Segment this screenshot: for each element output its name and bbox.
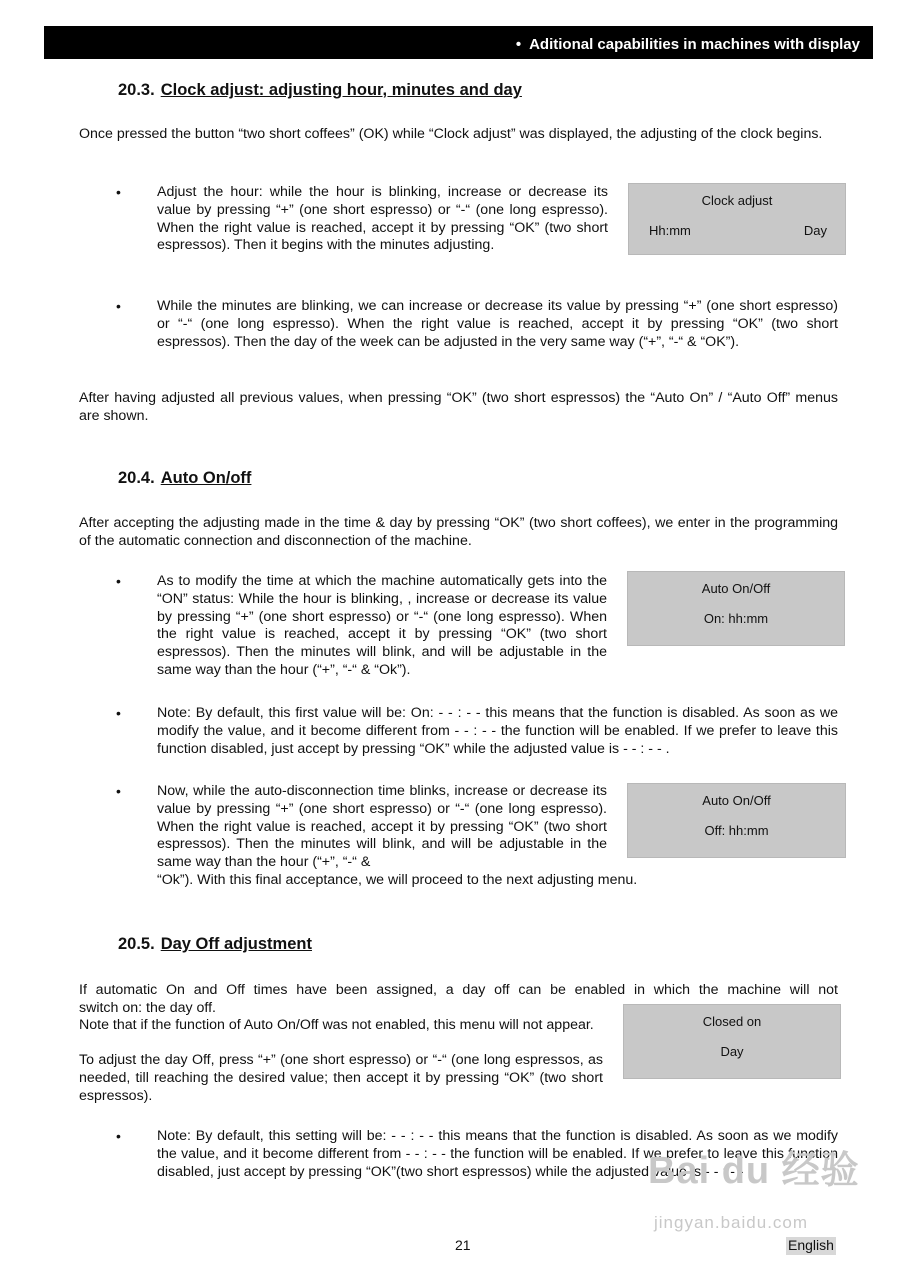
paragraph-adjust-hour: Adjust the hour: while the hour is blinking, increase or decrease its value by pressing “+” (one short espresso) or “-“ (one long espresso). When the right value is reached, accept it by pressing “OK” (two short espressos). Then it begins with the minutes adjusting. [157, 184, 608, 254]
paragraph-auto-on-note: Note: By default, this first value will be: On: - - : - - this means that the function is disabled. As soon as we modify the value, and it become different from - - : - - the function will be enabled. If we prefer to leave this function disabled, just accept by pressing “OK” while the adjusted value is - - : - - . [157, 705, 838, 757]
section-heading-20-3 [118, 82, 522, 100]
paragraph-dayoff-intro-1: If automatic On and Off times have been assigned, a day off can be enabled in which the machine will not [79, 982, 838, 998]
section-heading-20-5 [118, 936, 312, 954]
section-heading-20-4 [118, 470, 251, 488]
bullet-icon: • [116, 705, 121, 721]
paragraph-auto-off: Now, while the auto-disconnection time blinks, increase or decrease its value by pressing “+” (one short espresso) or “-“ (one long espresso). When the right value is reached, accept it by pressing “OK” (two short espressos). Then the minutes will blink, and will be adjustable in the same way than the hour (“+”, “-“ & [157, 783, 607, 871]
paragraph-clock-intro: Once pressed the button “two short coffees” (OK) while “Clock adjust” was displayed, the adjusting of the clock begins. [79, 126, 823, 142]
display-closed-on [623, 1004, 841, 1079]
bullet-icon: • [116, 298, 121, 314]
paragraph-auto-off-end: “Ok”). With this final acceptance, we will proceed to the next adjusting menu. [157, 872, 638, 888]
paragraph-clock-outro: After having adjusted all previous values, when pressing “OK” (two short espressos) the “Auto On” / “Auto Off” menus are shown. [79, 390, 838, 424]
display-line1: Clock adjust [701, 193, 773, 208]
section-title: Day Off adjustment [160, 935, 312, 953]
paragraph-minutes: While the minutes are blinking, we can increase or decrease its value by pressing “+” (one short espresso) or “-“ (one long espresso). When the right value is reached, accept it by pressing “OK” (two short espressos). Then the day of the week can be adjusted in the very same way (“+”, “-“ & “OK”). [157, 298, 838, 350]
section-number: 20.4. [118, 469, 155, 487]
bullet-icon: • [116, 573, 121, 589]
header-bar [44, 26, 873, 59]
paragraph-auto-intro: After accepting the adjusting made in the time & day by pressing “OK” (two short coffees), we enter in the programming of the automatic connection and disconnection of the machine. [79, 515, 838, 549]
header-bullet: • [515, 36, 522, 53]
bullet-icon: • [116, 783, 121, 799]
display-line1: Closed on [702, 1014, 762, 1029]
display-auto-on [627, 571, 845, 646]
bullet-icon: • [116, 1128, 121, 1144]
paragraph-dayoff-adjust: To adjust the day Off, press “+” (one short espresso) or “-“ (one long espressos, as needed, till reaching the desired value; then accept it by pressing “OK” (two short espressos). [79, 1052, 603, 1104]
watermark-logo: Bai du 经验 [648, 1150, 860, 1192]
header-title: Aditional capabilities in machines with display [529, 36, 860, 53]
paragraph-auto-on: As to modify the time at which the machine automatically gets into the “ON” status: While the hour is blinking, , increase or decrease its value by pressing “+” (one short espresso) or “-“ (one long espresso). When the right value is reached, accept it by pressing “OK” (two short espressos). Then the minutes will blink, and will be adjustable in the same way than the hour (“+”, “-“ & “Ok”). [157, 573, 607, 678]
paragraph-dayoff-default: Note: By default, this setting will be: - - : - - this means that the function is disabled. As soon as we modify the value, and it become different from - - : - - the function will be enabled. If we prefer to leave this function disabled, just accept by pressing “OK”(two short espressos) while the adjusted value is - - : - - [157, 1128, 838, 1180]
display-line2: On: hh:mm [703, 611, 769, 626]
section-title: Auto On/off [160, 469, 252, 487]
paragraph-dayoff-note: Note that if the function of Auto On/Off was not enabled, this menu will not appear. [79, 1017, 594, 1033]
page-number: 21 [455, 1237, 471, 1253]
display-left: Hh:mm [649, 223, 691, 238]
paragraph-dayoff-intro-2: switch on: the day off. [79, 1000, 216, 1016]
watermark-url: jingyan.baidu.com [654, 1213, 809, 1232]
display-line2: Day [720, 1044, 744, 1059]
display-clock-adjust [628, 183, 846, 255]
display-right: Day [803, 223, 827, 238]
display-line1: Auto On/Off [702, 793, 771, 808]
section-title: Clock adjust: adjusting hour, minutes and day [160, 81, 522, 99]
display-auto-off [627, 783, 846, 858]
section-number: 20.5. [118, 935, 155, 953]
display-line1: Auto On/Off [701, 581, 771, 596]
language-label: English [788, 1237, 834, 1253]
bullet-icon: • [116, 184, 121, 200]
section-number: 20.3. [118, 81, 155, 99]
display-line2: Off: hh:mm [704, 823, 769, 838]
